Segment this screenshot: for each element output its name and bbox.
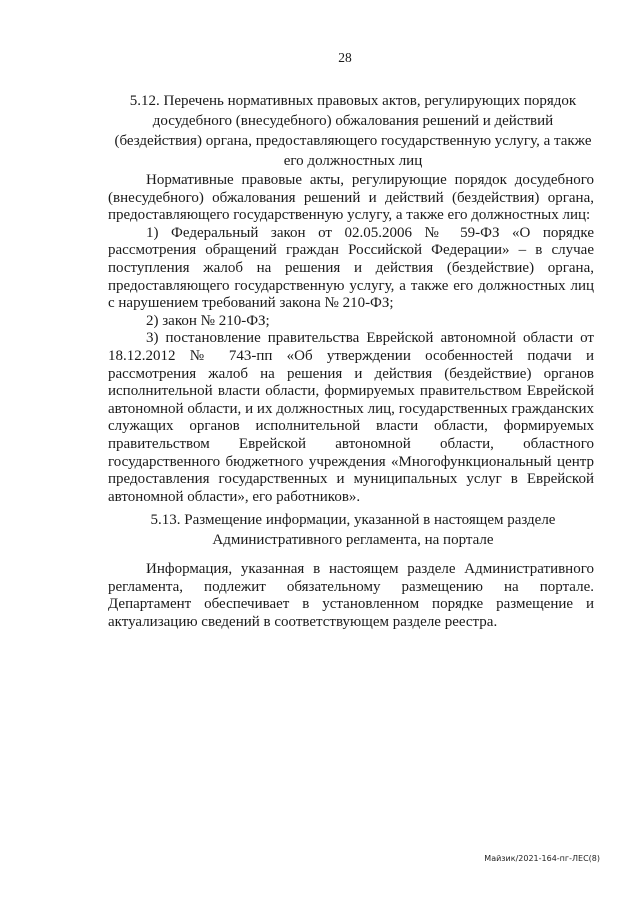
section-5-12-body — [108, 172, 594, 506]
document-footer-code: Майзик/2021-164-пг-ЛЕС(8) — [484, 854, 600, 863]
paragraph-item-2: 2) закон № 210-ФЗ; — [146, 312, 270, 329]
page-number: 28 — [338, 50, 352, 65]
paragraph-item-3: 3) постановление правительства Еврейской автономной области от 18.12.2012 № 743-пп «Об утверждении особенностей подачи и рассмотрения жалоб на решения и действия (бездействие) органов исполнительной власти области, формируемых правительством Еврейской автономной области, и их должностных лиц, государственных гражданских служащих органов исполнительной власти области, формируемых правительством Еврейской автономной области, областного государственного бюджетного учреждения «Многофункциональный центр предоставления государственных и муниципальных услуг в Еврейской автономной области», его работников». — [108, 330, 594, 505]
paragraph-item-1: 1) Федеральный закон от 02.05.2006 № 59-ФЗ «О порядке рассмотрения обращений граждан Российской Федерации» – в случае поступления жалоб на решения и действия (бездействие) органа, предоставляющего государственную услугу, а также его должностных лиц с нарушением требований закона № 210-ФЗ; — [108, 224, 594, 312]
section-5-13-body — [108, 561, 594, 631]
paragraph-intro: Нормативные правовые акты, регулирующие порядок досудебного (внесудебного) обжалования решений и действий (бездействия) органа, предоставляющего государственную услугу, а также его должностных лиц: — [108, 172, 594, 224]
paragraph-portal-info: Информация, указанная в настоящем разделе Административного регламента, подлежит обязательному размещению на портале. Департамент обеспечивает в установленном порядке размещение и актуализацию сведений в соответствующем разделе реестра. — [108, 561, 594, 630]
section-5-12-heading: 5.12. Перечень нормативных правовых актов, регулирующих порядок досудебного (внесудебного) обжалования решений и действий (бездействия) органа, предоставляющего государственную услугу, а также его должностных лиц — [114, 93, 592, 169]
section-5-13-heading: 5.13. Размещение информации, указанной в настоящем разделе Административного регламента, на портале — [150, 512, 556, 548]
